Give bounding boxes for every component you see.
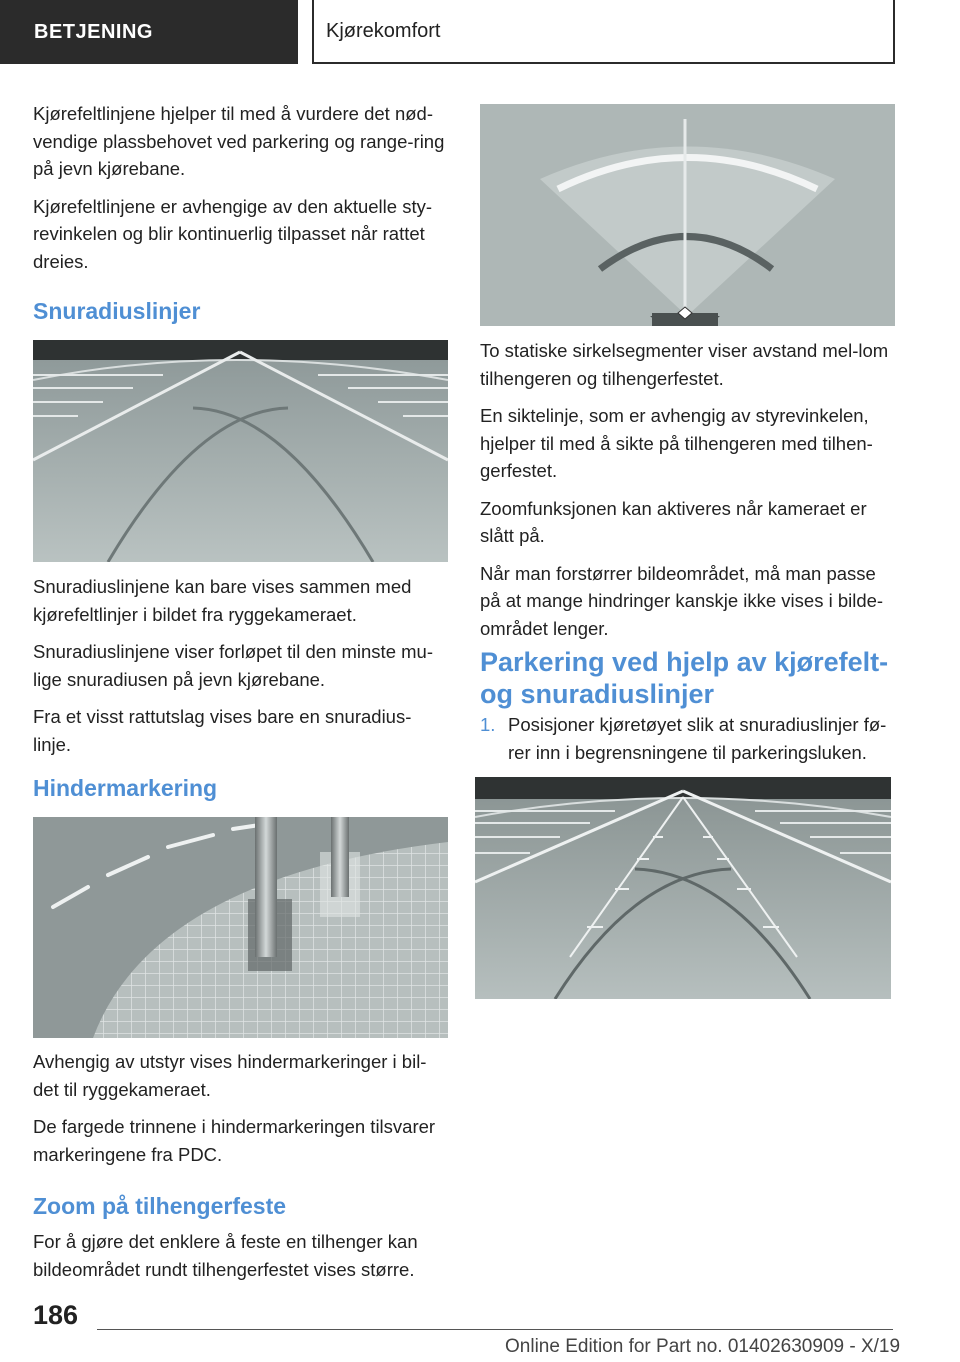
zoom-paragraph-1: For å gjøre det enklere å feste en tilhenger kan bildeområdet rundt tilhengerfestet vises større. [33, 1231, 418, 1280]
trailer-paragraph-1: To statiske sirkelsegmenter viser avstand mel‐lom tilhengeren og tilhengerfestet. [480, 340, 889, 389]
edition-note: Online Edition for Part no. 01402630909 - X/19 [505, 1336, 901, 1357]
trailer-paragraph-2: En siktelinje, som er avhengig av styrevinkelen, hjelper til med å sikte på tilhengeren med tilhen‐gerfestet. [480, 405, 873, 481]
section-header: BETJENING [0, 0, 298, 64]
figure-turning-radius-lines [33, 340, 448, 562]
figure-parking-lines [475, 777, 891, 999]
obstacle-text-block [33, 1048, 449, 1178]
obstacle-paragraph-1: Avhengig av utstyr vises hindermarkeringer i bil‐det til ryggekameraet. [33, 1051, 427, 1100]
step-item [480, 711, 898, 766]
turning-text-block [33, 573, 449, 768]
step-number: 1. [480, 714, 496, 735]
figure-trailer-hitch-zoom [480, 104, 895, 326]
heading-obstacle-marking: Hindermarkering [33, 775, 218, 801]
heading-turning-radius: Snuradiuslinjer [33, 298, 201, 324]
zoom-text-block [33, 1228, 449, 1293]
page-number: 186 [33, 1300, 79, 1330]
left-column [33, 100, 449, 285]
footer-divider [97, 1329, 893, 1330]
heading-parking-lines: Parkering ved hjelp av kjørefelt‐og snuradiuslinjer [480, 647, 889, 709]
trailer-paragraph-3: Zoomfunksjonen kan aktiveres når kameraet er slått på. [480, 497, 867, 546]
turning-paragraph-2: Snuradiuslinjene viser forløpet til den minste mu‐lige snuradiusen på jevn kjørebane. [33, 641, 433, 690]
steps-list [480, 711, 898, 766]
turning-paragraph-3: Fra et visst rattutslag vises bare en snuradius‐linje. [33, 706, 412, 755]
turning-paragraph-1: Snuradiuslinjene kan bare vises sammen med kjørefeltlinjer i bildet fra ryggekameraet. [33, 576, 412, 625]
figure-obstacle-marking [33, 817, 448, 1038]
intro-paragraph-1: Kjørefeltlinjene hjelper til med å vurdere det nød‐vendige plassbehovet ved parkering og range‐ring på jevn kjørebane. [33, 103, 445, 179]
trailer-text-block [480, 337, 896, 652]
heading-zoom-hitch: Zoom på tilhengerfeste [33, 1193, 287, 1219]
intro-paragraph-2: Kjørefeltlinjene er avhengige av den aktuelle sty‐revinkelen og blir kontinuerlig tilpasset når rattet dreies. [33, 195, 433, 272]
trailer-paragraph-4: Når man forstørrer bildeområdet, må man passe på at mange hindringer kanskje ikke vises i bilde‐området lenger. [480, 562, 884, 639]
step-text: Posisjoner kjøretøyet slik at snuradiuslinjer fø‐rer inn i begrensningene til parkeringsluken. [508, 714, 887, 763]
obstacle-paragraph-2: De fargede trinnene i hindermarkeringen tilsvarer markeringene fra PDC. [33, 1116, 436, 1165]
chapter-header: Kjørekomfort [312, 0, 895, 64]
